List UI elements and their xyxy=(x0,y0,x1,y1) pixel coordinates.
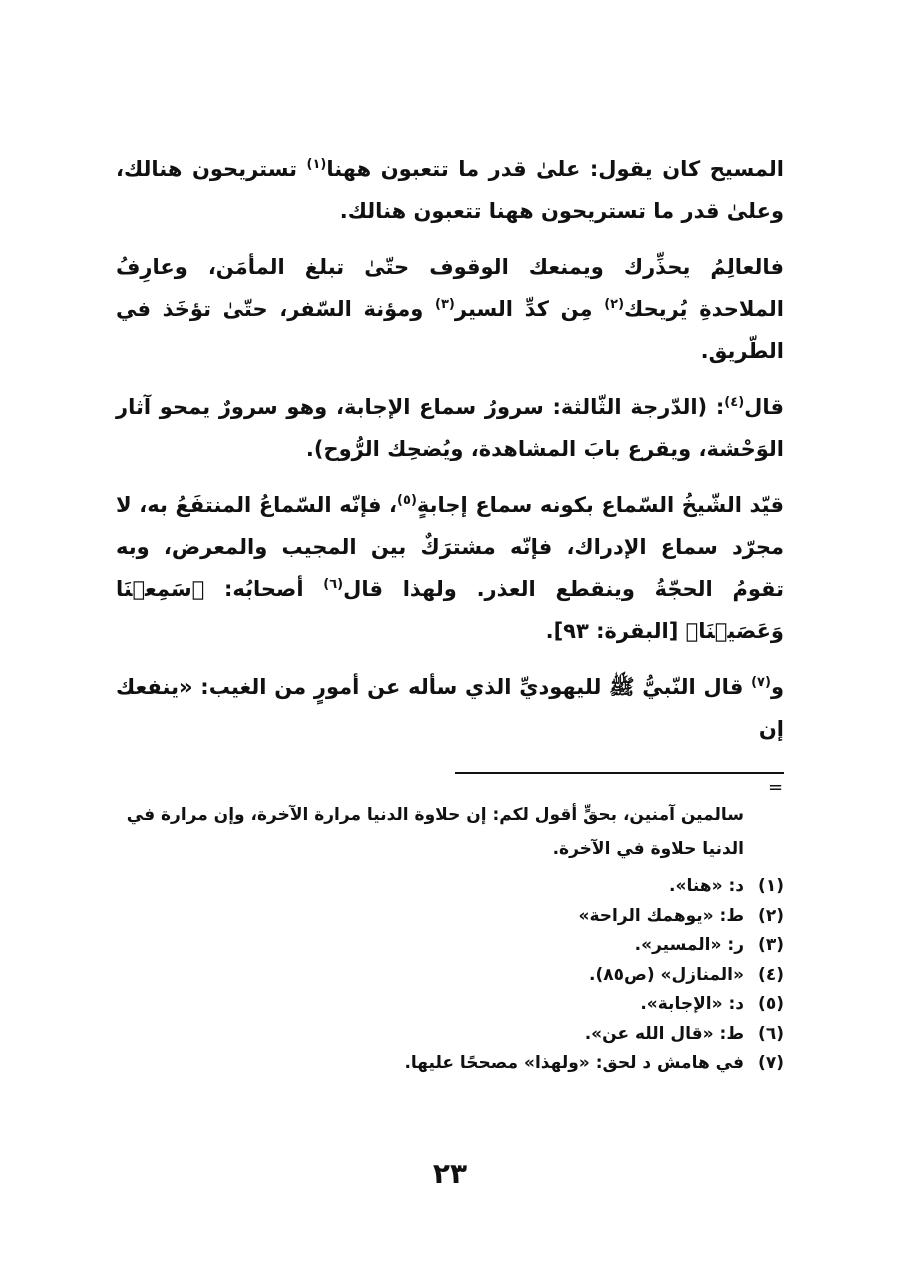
footnote-text: د: «الإجابة». xyxy=(640,994,744,1014)
p5-text-a: و xyxy=(770,675,784,699)
footnote-text: د: «هنا». xyxy=(669,876,744,896)
p5-text-b: قال النّبيُّ ﷺ لليهوديِّ الذي سأله عن أمورٍ من الغيب: «ينفعك إن xyxy=(116,675,784,741)
footnote-item xyxy=(116,902,784,932)
footnote-item xyxy=(116,1020,784,1050)
footnote-number: (٦) xyxy=(758,1023,784,1044)
footnote-text: ط: «يوهمك الراحة» xyxy=(578,905,744,926)
footnote-ref-5: (٥) xyxy=(397,493,417,508)
paragraph-2 xyxy=(116,246,784,372)
footnote-item xyxy=(116,931,784,961)
footnote-number: (٤) xyxy=(758,964,784,985)
paragraph-3 xyxy=(116,386,784,470)
footnote-ref-4: (٤) xyxy=(724,395,745,410)
footnote-ref-2: (٢) xyxy=(604,297,625,312)
p1-text-b: تستريحون هنالك، وعلىٰ قدر ما تستريحون ههنا تتعبون هنالك. xyxy=(116,157,784,223)
paragraph-4 xyxy=(116,484,784,652)
p3-text-a: قال xyxy=(744,395,784,419)
footnote-text: ط: «قال الله عن». xyxy=(584,1023,744,1044)
footnote-text: ر: «المسير». xyxy=(634,935,744,955)
footnote-ref-1: (١) xyxy=(306,157,327,172)
p2-text-c: ومؤنة السّفر، حتّىٰ تؤخَذ في الطّريق. xyxy=(116,297,784,363)
footnote-ref-7: (٧) xyxy=(751,675,771,690)
footnote-text: في هامش د لحق: «ولهذا» مصححًا عليها. xyxy=(404,1053,744,1073)
p2-text-a: فالعالِمُ يحذِّرك ويمنعك الوقوف حتّىٰ تبلغ المأمَن، وعارِفُ الملاحدةِ يُريحك xyxy=(116,255,785,321)
footnote-number: (٧) xyxy=(758,1053,784,1073)
main-text xyxy=(116,148,784,764)
footnote-ref-3: (٣) xyxy=(435,297,455,312)
footnote-number: (١) xyxy=(758,876,784,896)
footnote-item xyxy=(116,990,784,1020)
continuation-marker: = xyxy=(768,777,784,798)
paragraph-5 xyxy=(116,666,784,750)
p4-text-a: قيّد الشّيخُ السّماع بكونه سماع إجابةٍ xyxy=(416,493,784,517)
footnote-item xyxy=(116,1049,784,1079)
paragraph-1 xyxy=(116,148,784,232)
footnote-number: (٥) xyxy=(758,994,784,1014)
footnote-ref-6: (٦) xyxy=(323,577,344,592)
p4-text-b: ، فإنّه السّماعُ المنتفَعُ به، لا مجرّد سماع الإدراك، فإنّه مشترَكٌ بين المجيب والمعرض، وبه تقومُ الحجّةُ وينقطع العذر. ولهذا قال xyxy=(116,493,785,601)
footnote-item xyxy=(116,872,784,902)
footnote-continuation: سالمين آمنين، بحقٍّ أقول لكم: إن حلاوة الدنيا مرارة الآخرة، وإن مرارة في الدنيا حلاوة في الآخرة. xyxy=(126,805,744,859)
p2-text-b: مِن كدِّ السير xyxy=(454,297,605,321)
p3-text-b: : (الدّرجة الثّالثة: سرورُ سماع الإجابة، وهو سرورٌ يمحو آثار الوَحْشة، ويقرع بابَ المشاهدة، ويُضحِك الرُّوح). xyxy=(116,395,784,461)
p4-text-c: أصحابُه: ﴿سَمِعۡنَا وَعَصَيۡنَا﴾ [البقرة: ٩٣]. xyxy=(116,577,784,643)
footnote-divider xyxy=(455,772,784,774)
p1-text-a: المسيح كان يقول: علىٰ قدر ما تتعبون ههنا xyxy=(326,157,784,181)
footnote-item xyxy=(116,961,784,991)
footnote-number: (٣) xyxy=(758,935,784,955)
footnote-number: (٢) xyxy=(758,905,784,926)
page-number: ٢٣ xyxy=(432,1157,468,1190)
footnote-text: «المنازل» (ص٨٥). xyxy=(589,964,744,985)
footnotes xyxy=(116,798,784,1079)
